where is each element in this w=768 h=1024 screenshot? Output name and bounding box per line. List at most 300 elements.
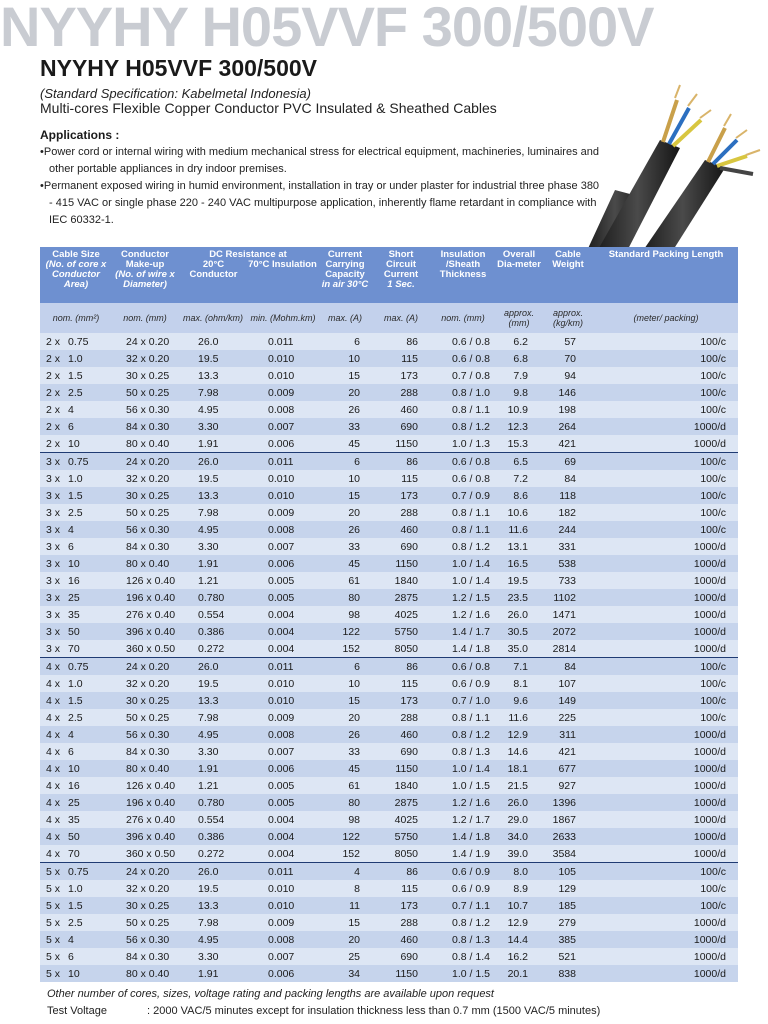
cell-current: 33 — [318, 743, 372, 760]
cell-short-circuit: 690 — [372, 418, 430, 435]
cell-packing: 1000/d — [594, 623, 738, 640]
cell-packing: 1000/d — [594, 777, 738, 794]
cell-thickness: 0.7 / 1.0 — [430, 692, 496, 709]
cell-core-count: 3 x — [46, 523, 61, 536]
table-row — [40, 794, 738, 811]
cell-thickness: 1.0 / 1.4 — [430, 760, 496, 777]
cell-conductor-makeup: 32 x 0.20 — [112, 675, 178, 692]
cell-current: 152 — [318, 640, 372, 658]
cell-thickness: 0.6 / 0.9 — [430, 880, 496, 897]
cell-thickness: 1.4 / 1.9 — [430, 845, 496, 863]
cell-conductor-area: 0.75 — [68, 865, 89, 878]
cell-dc-conductor: 26.0 — [178, 658, 248, 676]
cell-core-count: 3 x — [46, 506, 61, 519]
cell-diameter: 13.1 — [496, 538, 542, 555]
cell-dc-conductor: 0.780 — [178, 589, 248, 606]
cell-conductor-makeup: 196 x 0.40 — [112, 794, 178, 811]
cell-cable-size — [40, 384, 112, 401]
cell-diameter: 20.1 — [496, 965, 542, 982]
cell-diameter: 10.9 — [496, 401, 542, 418]
cell-dc-insulation: 0.004 — [248, 811, 318, 828]
cell-conductor-makeup: 50 x 0.25 — [112, 914, 178, 931]
cell-dc-conductor: 13.3 — [178, 897, 248, 914]
cell-core-count: 3 x — [46, 574, 61, 587]
cell-cable-size — [40, 777, 112, 794]
cell-thickness: 0.6 / 0.8 — [430, 453, 496, 471]
cell-cable-size — [40, 521, 112, 538]
cell-thickness: 1.0 / 1.5 — [430, 777, 496, 794]
cell-short-circuit: 460 — [372, 521, 430, 538]
cell-diameter: 11.6 — [496, 521, 542, 538]
table-row — [40, 828, 738, 845]
cell-dc-insulation: 0.005 — [248, 572, 318, 589]
cell-cable-size — [40, 367, 112, 384]
cell-dc-conductor: 1.91 — [178, 965, 248, 982]
cell-packing: 1000/d — [594, 760, 738, 777]
cell-conductor-area: 70 — [68, 642, 80, 655]
cell-diameter: 7.9 — [496, 367, 542, 384]
cell-thickness: 0.8 / 1.2 — [430, 418, 496, 435]
cell-conductor-makeup: 30 x 0.25 — [112, 487, 178, 504]
cell-current: 80 — [318, 794, 372, 811]
cell-conductor-area: 1.5 — [68, 694, 83, 707]
cell-weight: 182 — [542, 504, 594, 521]
cell-packing: 1000/d — [594, 794, 738, 811]
cell-conductor-area: 35 — [68, 608, 80, 621]
cell-core-count: 2 x — [46, 369, 61, 382]
cell-packing: 100/c — [594, 709, 738, 726]
cell-packing: 1000/d — [594, 965, 738, 982]
cell-dc-insulation: 0.004 — [248, 640, 318, 658]
cell-conductor-makeup: 50 x 0.25 — [112, 709, 178, 726]
cell-current: 61 — [318, 777, 372, 794]
application-item: • Permanent exposed wiring in humid environment, installation in tray or under plaster for industrial three phase 380 - 415 VAC or single phase 220 - 240 VAC multipurpose application, inherently flame retardant in compliance with IEC 60332-1. — [40, 178, 600, 229]
cell-short-circuit: 460 — [372, 726, 430, 743]
cell-packing: 1000/d — [594, 555, 738, 572]
cell-short-circuit: 1150 — [372, 965, 430, 982]
cell-current: 4 — [318, 863, 372, 881]
cell-current: 15 — [318, 692, 372, 709]
test-voltage — [47, 1005, 600, 1017]
cell-conductor-makeup: 24 x 0.20 — [112, 863, 178, 881]
cell-short-circuit: 173 — [372, 692, 430, 709]
cell-dc-insulation: 0.009 — [248, 709, 318, 726]
cell-dc-insulation: 0.009 — [248, 914, 318, 931]
cell-weight: 264 — [542, 418, 594, 435]
cell-short-circuit: 460 — [372, 931, 430, 948]
cell-packing: 1000/d — [594, 931, 738, 948]
cell-dc-insulation: 0.011 — [248, 658, 318, 676]
cell-dc-insulation: 0.004 — [248, 606, 318, 623]
cell-diameter: 8.1 — [496, 675, 542, 692]
cell-dc-insulation: 0.009 — [248, 384, 318, 401]
cell-conductor-makeup: 276 x 0.40 — [112, 606, 178, 623]
cell-short-circuit: 1150 — [372, 555, 430, 572]
cell-diameter: 23.5 — [496, 589, 542, 606]
cell-dc-conductor: 3.30 — [178, 948, 248, 965]
cell-thickness: 1.0 / 1.5 — [430, 965, 496, 982]
cell-short-circuit: 2875 — [372, 589, 430, 606]
cell-conductor-area: 2.5 — [68, 386, 83, 399]
cell-short-circuit: 173 — [372, 367, 430, 384]
unit-cell: approx. (mm) — [496, 303, 542, 333]
cell-core-count: 3 x — [46, 591, 61, 604]
cell-cable-size — [40, 845, 112, 863]
cell-core-count: 4 x — [46, 779, 61, 792]
cell-conductor-area: 4 — [68, 728, 74, 741]
cell-conductor-makeup: 56 x 0.30 — [112, 931, 178, 948]
cell-dc-insulation: 0.005 — [248, 777, 318, 794]
cell-weight: 421 — [542, 743, 594, 760]
cell-cable-size — [40, 931, 112, 948]
cell-thickness: 0.8 / 1.1 — [430, 521, 496, 538]
availability-note: Other number of cores, sizes, voltage rating and packing lengths are available upon request — [47, 988, 494, 1000]
cell-dc-insulation: 0.007 — [248, 418, 318, 435]
table-row — [40, 658, 738, 676]
cell-dc-conductor: 19.5 — [178, 880, 248, 897]
cell-conductor-area: 0.75 — [68, 335, 89, 348]
cell-packing: 1000/d — [594, 435, 738, 453]
cell-conductor-area: 25 — [68, 591, 80, 604]
cell-weight: 421 — [542, 435, 594, 453]
cell-current: 34 — [318, 965, 372, 982]
cell-current: 26 — [318, 726, 372, 743]
cell-dc-conductor: 4.95 — [178, 401, 248, 418]
cell-short-circuit: 4025 — [372, 606, 430, 623]
cell-diameter: 7.2 — [496, 470, 542, 487]
cell-short-circuit: 1840 — [372, 777, 430, 794]
cell-weight: 1867 — [542, 811, 594, 828]
header-dc-resistance: DC Resistance at 20°C Conductor 70°C Insulation — [178, 247, 318, 303]
cell-thickness: 0.6 / 0.8 — [430, 333, 496, 350]
cell-core-count: 5 x — [46, 933, 61, 946]
cell-current: 80 — [318, 589, 372, 606]
cell-diameter: 8.0 — [496, 863, 542, 881]
cell-short-circuit: 86 — [372, 333, 430, 350]
cell-thickness: 0.6 / 0.8 — [430, 470, 496, 487]
cell-conductor-makeup: 30 x 0.25 — [112, 897, 178, 914]
cell-conductor-area: 1.0 — [68, 882, 83, 895]
cell-weight: 1471 — [542, 606, 594, 623]
cell-current: 26 — [318, 521, 372, 538]
table-header-row — [40, 247, 738, 303]
cell-dc-conductor: 19.5 — [178, 470, 248, 487]
cell-cable-size — [40, 623, 112, 640]
cell-cable-size — [40, 606, 112, 623]
cell-thickness: 0.7 / 0.8 — [430, 367, 496, 384]
cell-thickness: 1.0 / 1.4 — [430, 555, 496, 572]
cell-cable-size — [40, 350, 112, 367]
cell-cable-size — [40, 555, 112, 572]
cell-cable-size — [40, 572, 112, 589]
cell-packing: 100/c — [594, 521, 738, 538]
cell-current: 10 — [318, 350, 372, 367]
cell-conductor-area: 25 — [68, 796, 80, 809]
table-row — [40, 743, 738, 760]
cell-cable-size — [40, 880, 112, 897]
table-row — [40, 418, 738, 435]
cell-dc-insulation: 0.008 — [248, 931, 318, 948]
cell-diameter: 34.0 — [496, 828, 542, 845]
table-row — [40, 709, 738, 726]
cell-cable-size — [40, 589, 112, 606]
cell-thickness: 0.8 / 1.1 — [430, 504, 496, 521]
cell-dc-insulation: 0.010 — [248, 880, 318, 897]
cell-packing: 100/c — [594, 470, 738, 487]
cell-weight: 2633 — [542, 828, 594, 845]
table-units-row — [40, 303, 738, 333]
cell-packing: 100/c — [594, 675, 738, 692]
cell-short-circuit: 115 — [372, 675, 430, 692]
table-row — [40, 640, 738, 658]
cell-conductor-makeup: 396 x 0.40 — [112, 623, 178, 640]
cell-dc-insulation: 0.008 — [248, 401, 318, 418]
cell-diameter: 18.1 — [496, 760, 542, 777]
cell-packing: 1000/d — [594, 606, 738, 623]
cell-packing: 100/c — [594, 863, 738, 881]
cell-weight: 385 — [542, 931, 594, 948]
cell-short-circuit: 115 — [372, 350, 430, 367]
cell-diameter: 12.9 — [496, 914, 542, 931]
cell-dc-conductor: 19.5 — [178, 350, 248, 367]
cell-weight: 2814 — [542, 640, 594, 658]
cell-current: 122 — [318, 828, 372, 845]
table-row — [40, 726, 738, 743]
cell-diameter: 19.5 — [496, 572, 542, 589]
unit-cell: max. (ohm/km) — [178, 303, 248, 333]
cell-dc-insulation: 0.011 — [248, 333, 318, 350]
cell-dc-conductor: 0.554 — [178, 811, 248, 828]
cell-conductor-makeup: 24 x 0.20 — [112, 333, 178, 350]
table-row — [40, 470, 738, 487]
cell-diameter: 12.3 — [496, 418, 542, 435]
cell-conductor-area: 0.75 — [68, 660, 89, 673]
cell-thickness: 1.2 / 1.5 — [430, 589, 496, 606]
cell-dc-insulation: 0.005 — [248, 794, 318, 811]
cell-weight: 105 — [542, 863, 594, 881]
cell-conductor-makeup: 196 x 0.40 — [112, 589, 178, 606]
cable-description: Multi-cores Flexible Copper Conductor PVC Insulated & Sheathed Cables — [40, 100, 497, 116]
table-row — [40, 333, 738, 350]
cell-core-count: 3 x — [46, 489, 61, 502]
cell-short-circuit: 1840 — [372, 572, 430, 589]
cell-diameter: 9.8 — [496, 384, 542, 401]
cell-cable-size — [40, 333, 112, 350]
cell-current: 15 — [318, 914, 372, 931]
cell-current: 10 — [318, 675, 372, 692]
cell-packing: 100/c — [594, 692, 738, 709]
table-row — [40, 880, 738, 897]
cell-short-circuit: 8050 — [372, 640, 430, 658]
cell-conductor-makeup: 56 x 0.30 — [112, 521, 178, 538]
cell-conductor-area: 50 — [68, 625, 80, 638]
cell-core-count: 3 x — [46, 608, 61, 621]
cell-thickness: 0.6 / 0.8 — [430, 658, 496, 676]
cell-weight: 538 — [542, 555, 594, 572]
watermark-title: NYYHY H05VVF 300/500V — [0, 0, 654, 58]
cell-core-count: 5 x — [46, 899, 61, 912]
cell-conductor-area: 6 — [68, 950, 74, 963]
cell-packing: 1000/d — [594, 538, 738, 555]
cell-packing: 100/c — [594, 333, 738, 350]
cell-conductor-area: 10 — [68, 437, 80, 450]
cell-conductor-makeup: 32 x 0.20 — [112, 880, 178, 897]
cell-thickness: 0.7 / 0.9 — [430, 487, 496, 504]
cell-dc-conductor: 4.95 — [178, 521, 248, 538]
unit-cell: max. (A) — [372, 303, 430, 333]
header-current-capacity: Current Carrying Capacity in air 30°C — [318, 247, 372, 303]
cell-short-circuit: 86 — [372, 658, 430, 676]
cell-packing: 1000/d — [594, 589, 738, 606]
cell-diameter: 30.5 — [496, 623, 542, 640]
table-row — [40, 572, 738, 589]
cell-conductor-makeup: 80 x 0.40 — [112, 555, 178, 572]
cell-core-count: 2 x — [46, 386, 61, 399]
cell-cable-size — [40, 914, 112, 931]
cell-short-circuit: 173 — [372, 487, 430, 504]
cell-thickness: 0.7 / 1.1 — [430, 897, 496, 914]
cell-current: 10 — [318, 470, 372, 487]
cell-short-circuit: 690 — [372, 948, 430, 965]
cell-dc-conductor: 7.98 — [178, 914, 248, 931]
unit-cell: nom. (mm) — [430, 303, 496, 333]
cell-conductor-area: 16 — [68, 779, 80, 792]
applications-heading: Applications : — [40, 128, 120, 142]
cell-cable-size — [40, 794, 112, 811]
cell-weight: 225 — [542, 709, 594, 726]
header-cable-size: Cable Size (No. of core x Conductor Area) — [40, 247, 112, 303]
cell-core-count: 4 x — [46, 830, 61, 843]
cell-dc-insulation: 0.006 — [248, 435, 318, 453]
cell-diameter: 21.5 — [496, 777, 542, 794]
cell-current: 98 — [318, 606, 372, 623]
cell-short-circuit: 4025 — [372, 811, 430, 828]
cell-cable-size — [40, 743, 112, 760]
cell-core-count: 4 x — [46, 847, 61, 860]
cell-conductor-area: 16 — [68, 574, 80, 587]
cell-current: 45 — [318, 760, 372, 777]
cell-short-circuit: 460 — [372, 401, 430, 418]
unit-cell: min. (Mohm.km) — [248, 303, 318, 333]
cell-core-count: 2 x — [46, 437, 61, 450]
cell-packing: 1000/d — [594, 811, 738, 828]
cell-diameter: 8.9 — [496, 880, 542, 897]
cell-weight: 1102 — [542, 589, 594, 606]
cell-weight: 57 — [542, 333, 594, 350]
cell-dc-conductor: 4.95 — [178, 726, 248, 743]
cell-weight: 521 — [542, 948, 594, 965]
cell-core-count: 4 x — [46, 745, 61, 758]
cell-packing: 100/c — [594, 384, 738, 401]
cell-conductor-area: 2.5 — [68, 916, 83, 929]
table-row — [40, 589, 738, 606]
cell-cable-size — [40, 760, 112, 777]
cell-current: 122 — [318, 623, 372, 640]
header-thickness: Insulation /Sheath Thickness — [430, 247, 496, 303]
cell-weight: 838 — [542, 965, 594, 982]
cell-conductor-area: 2.5 — [68, 711, 83, 724]
cable-spec-table — [40, 247, 738, 980]
cell-conductor-makeup: 84 x 0.30 — [112, 948, 178, 965]
cell-weight: 84 — [542, 470, 594, 487]
cell-conductor-area: 35 — [68, 813, 80, 826]
cell-conductor-makeup: 32 x 0.20 — [112, 350, 178, 367]
cell-dc-insulation: 0.010 — [248, 675, 318, 692]
cell-core-count: 3 x — [46, 625, 61, 638]
cell-diameter: 7.1 — [496, 658, 542, 676]
cell-packing: 100/c — [594, 453, 738, 471]
table-row — [40, 931, 738, 948]
cell-diameter: 26.0 — [496, 606, 542, 623]
cell-dc-conductor: 13.3 — [178, 487, 248, 504]
cell-short-circuit: 5750 — [372, 828, 430, 845]
cell-core-count: 3 x — [46, 472, 61, 485]
header-weight: Cable Weight — [542, 247, 594, 303]
cell-dc-conductor: 0.272 — [178, 640, 248, 658]
cell-conductor-area: 10 — [68, 557, 80, 570]
cell-core-count: 5 x — [46, 950, 61, 963]
cell-core-count: 4 x — [46, 728, 61, 741]
cell-current: 15 — [318, 367, 372, 384]
cell-conductor-makeup: 80 x 0.40 — [112, 965, 178, 982]
table-row — [40, 538, 738, 555]
application-item: • Power cord or internal wiring with medium mechanical stress for electrical equipment, machineries, luminaires and other portable appliances in dry indoor premises. — [40, 144, 600, 178]
cell-conductor-area: 1.0 — [68, 352, 83, 365]
cell-conductor-area: 1.5 — [68, 369, 83, 382]
cell-dc-insulation: 0.005 — [248, 589, 318, 606]
cell-conductor-makeup: 126 x 0.40 — [112, 572, 178, 589]
cell-conductor-makeup: 360 x 0.50 — [112, 640, 178, 658]
cell-weight: 107 — [542, 675, 594, 692]
cell-current: 20 — [318, 709, 372, 726]
cell-dc-conductor: 1.91 — [178, 435, 248, 453]
cell-weight: 129 — [542, 880, 594, 897]
cell-short-circuit: 173 — [372, 897, 430, 914]
table-row — [40, 384, 738, 401]
table-row — [40, 965, 738, 982]
table-row — [40, 453, 738, 471]
cell-short-circuit: 8050 — [372, 845, 430, 863]
cell-dc-insulation: 0.010 — [248, 470, 318, 487]
cell-dc-conductor: 3.30 — [178, 418, 248, 435]
cell-conductor-makeup: 276 x 0.40 — [112, 811, 178, 828]
cell-packing: 1000/d — [594, 828, 738, 845]
cell-dc-insulation: 0.010 — [248, 350, 318, 367]
cell-thickness: 0.8 / 1.3 — [430, 743, 496, 760]
cell-core-count: 5 x — [46, 882, 61, 895]
header-diameter: Overall Dia-meter — [496, 247, 542, 303]
cell-current: 6 — [318, 453, 372, 471]
cell-conductor-makeup: 360 x 0.50 — [112, 845, 178, 863]
cell-cable-size — [40, 675, 112, 692]
cell-core-count: 3 x — [46, 557, 61, 570]
cell-dc-conductor: 26.0 — [178, 863, 248, 881]
cell-cable-size — [40, 726, 112, 743]
cell-dc-conductor: 1.21 — [178, 572, 248, 589]
table-row — [40, 367, 738, 384]
cell-short-circuit: 288 — [372, 384, 430, 401]
cell-packing: 100/c — [594, 487, 738, 504]
cell-cable-size — [40, 504, 112, 521]
cell-current: 6 — [318, 658, 372, 676]
cell-weight: 677 — [542, 760, 594, 777]
cell-conductor-area: 4 — [68, 403, 74, 416]
cell-conductor-area: 6 — [68, 420, 74, 433]
cell-packing: 1000/d — [594, 914, 738, 931]
cell-short-circuit: 288 — [372, 504, 430, 521]
cell-current: 45 — [318, 555, 372, 572]
cell-conductor-makeup: 30 x 0.25 — [112, 367, 178, 384]
